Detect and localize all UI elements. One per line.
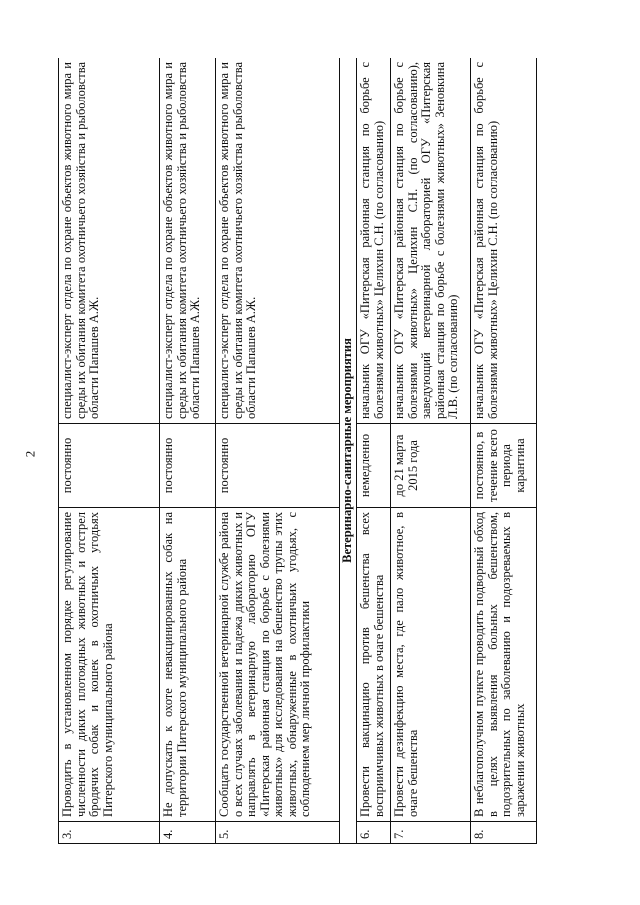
table-row xyxy=(160,58,216,844)
row-number: 5. xyxy=(216,822,340,844)
row-number: 3. xyxy=(59,822,160,844)
row-number: 4. xyxy=(160,822,216,844)
row-action: Не допускать к охоте невакцинированных собак на территории Питерского муниципального района xyxy=(160,508,216,822)
table-row xyxy=(357,58,391,844)
rotated-page-frame xyxy=(58,58,576,844)
row-responsible: специалист-эксперт отдела по охране объектов животного мира и среды их обитания комитета охотничьего хозяйства и рыболовства области Папашев А.Ж. xyxy=(216,58,340,424)
row-responsible: начальник ОГУ «Питерская районная станция по борьбе с болезнями животных» Целихин С.Н. (по согласованию), заведующий ветеринарной лабораторией ОГУ «Питерская районная станция по борьбе с болезнями животных» Зеновкина Л.В. (по согласованию) xyxy=(391,58,471,424)
row-action: В неблагополучном пункте проводить подворный обход в целях выявления больных бешенством, подозрительных по заболеванию и подозреваемых в заражении животных xyxy=(471,508,537,822)
row-term: постоянно, в течение всего периода карантина xyxy=(471,424,537,508)
table-row xyxy=(391,58,471,844)
measures-sheet xyxy=(58,58,576,844)
row-number: 7. xyxy=(391,822,471,844)
row-action: Провести дезинфекцию места, где пало животное, в очаге бешенства xyxy=(391,508,471,822)
row-term: постоянно xyxy=(59,424,160,508)
row-responsible: начальник ОГУ «Питерская районная станция по борьбе с болезнями животных» Целихин С.Н. (по согласованию) xyxy=(471,58,537,424)
row-action: Сообщать государственной ветеринарной службе района о всех случаях заболевания и падежа диких животных и направлять в ветеринарную лабораторию ОГУ «Питерская районная станция по борьбе с болезнями животных» для исследования на бешенство трупы этих животных, обнаруженные в охотничьих угодьях, с соблюдением мер личной профилактики xyxy=(216,508,340,822)
row-action: Провести вакцинацию против бешенства всех восприимчивых животных в очаге бешенства xyxy=(357,508,391,822)
row-term: постоянно xyxy=(160,424,216,508)
table-row xyxy=(471,58,537,844)
row-responsible: начальник ОГУ «Питерская районная станция по борьбе с болезнями животных» Целихин С.Н. (по согласованию) xyxy=(357,58,391,424)
section-header-row xyxy=(340,58,357,844)
row-responsible: специалист-эксперт отдела по охране объектов животного мира и среды их обитания комитета охотничьего хозяйства и рыболовства области Папашев А.Ж. xyxy=(160,58,216,424)
section-title: Ветеринарно-санитарные мероприятия xyxy=(340,58,357,844)
row-action: Проводить в установленном порядке регулирование численности диких плотоядных животных и отстрел бродячих собак и кошек в охотничьих угодьях Питерского муниципального района xyxy=(59,508,160,822)
table-row xyxy=(59,58,160,844)
row-term: немедленно xyxy=(357,424,391,508)
row-number: 8. xyxy=(471,822,537,844)
row-responsible: специалист-эксперт отдела по охране объектов животного мира и среды их обитания комитета охотничьего хозяйства и рыболовства области Папашев А.Ж. xyxy=(59,58,160,424)
measures-table xyxy=(58,58,537,844)
row-term: постоянно xyxy=(216,424,340,508)
table-row xyxy=(216,58,340,844)
page-number: 2 xyxy=(22,450,38,458)
row-term: до 21 марта 2015 года xyxy=(391,424,471,508)
row-number: 6. xyxy=(357,822,391,844)
